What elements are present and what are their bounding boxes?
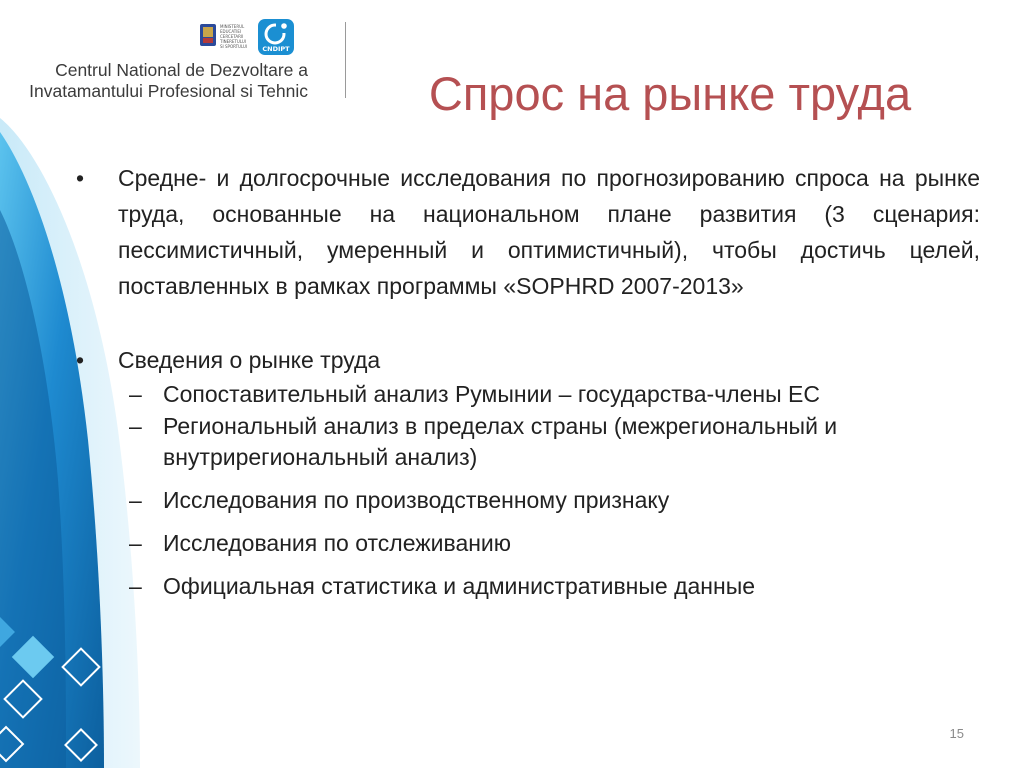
- sub-item-text: Региональный анализ в пределах страны (межрегиональный и внутрирегиональный анализ): [163, 413, 838, 470]
- ministry-logo-text-1: MINISTERUL: [220, 24, 245, 29]
- cndipt-logo-text: CNDIPT: [262, 45, 290, 53]
- sub-item-text: Исследования по производственному признаку: [163, 487, 670, 513]
- sub-item: [76, 485, 980, 516]
- cndipt-logo: [258, 19, 294, 55]
- sub-item: [76, 411, 980, 473]
- ministry-logo-text-2: EDUCATIEI: [220, 29, 242, 34]
- page-number: 15: [949, 726, 964, 741]
- slide-title: Спрос на рынке труда: [428, 67, 912, 120]
- sub-marker: –: [129, 381, 142, 407]
- bullet-text: Сведения о рынке труда: [118, 347, 381, 373]
- sub-item: [76, 379, 980, 410]
- sub-item: [76, 528, 980, 559]
- organization-name-line-1: Centrul National de Dezvoltare a: [55, 60, 308, 80]
- sub-marker: –: [129, 487, 142, 513]
- ministry-logo-text-4: TINERETULUI: [220, 39, 246, 44]
- organization-name-line-2: Invatamantului Profesional si Tehnic: [29, 81, 308, 101]
- organization-name: [18, 60, 308, 102]
- bullet-marker: •: [76, 165, 85, 191]
- sub-item-text: Официальная статистика и административные данные: [163, 573, 756, 599]
- ministry-logo-text-5: SI SPORTULUI: [220, 44, 248, 49]
- sub-item-text: Исследования по отслеживанию: [163, 530, 512, 556]
- bullet-item: [76, 160, 980, 304]
- ministry-logo: [198, 20, 256, 52]
- sub-marker: –: [129, 413, 142, 439]
- sub-list: [76, 379, 980, 602]
- sub-marker: –: [129, 530, 142, 556]
- logo-area: [0, 0, 350, 120]
- bullet-item: [76, 342, 980, 378]
- sub-item: [76, 571, 980, 602]
- sub-marker: –: [129, 573, 142, 599]
- slide-content: [76, 160, 980, 603]
- header-divider: [345, 22, 346, 98]
- sub-item-text: Сопоставительный анализ Румынии – государства-члены ЕС: [163, 381, 820, 407]
- ministry-logo-text-3: CERCETARII: [220, 34, 244, 39]
- bullet-marker: •: [76, 347, 85, 373]
- bullet-text: Средне- и долгосрочные исследования по прогнозированию спроса на рынке труда, основанные на национальном плане развития (3 сценария: пессимистичный, умеренный и оптимистичный), чтобы достичь целей, поставленных в рамках программы «SOPHRD 2007-2013»: [118, 165, 980, 299]
